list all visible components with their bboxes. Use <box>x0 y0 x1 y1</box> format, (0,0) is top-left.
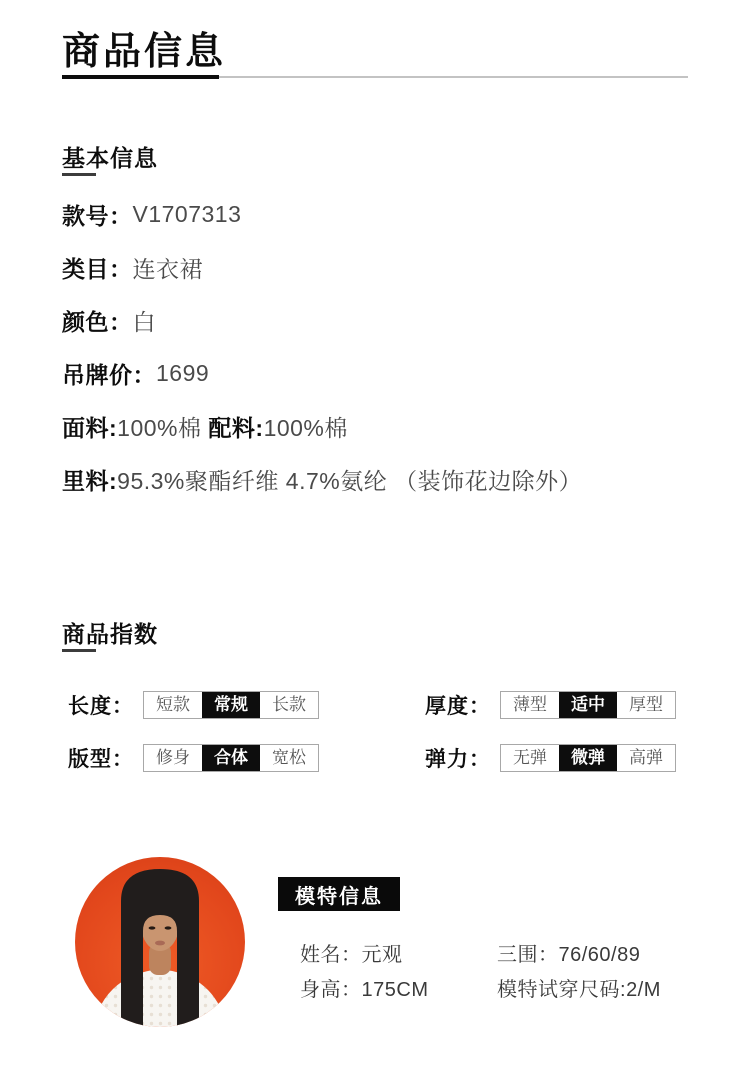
index-option-length-2: 长款 <box>260 692 318 718</box>
index-option-fit-1-selected: 合体 <box>202 745 260 771</box>
field-row-5 <box>62 453 582 506</box>
field-label: 面料: <box>62 415 118 441</box>
index-label-elasticity: 弹力： <box>425 748 491 771</box>
model-detail-value: 175CM <box>361 979 429 1001</box>
index-option-thickness-2: 厚型 <box>617 692 675 718</box>
model-detail-label: 姓名： <box>300 944 362 966</box>
field-label: 里料: <box>62 468 118 494</box>
basic-info-heading: 基本信息 <box>62 145 158 171</box>
model-detail-label: 模特试穿尺码: <box>497 979 627 1001</box>
page-title: 商品信息 <box>62 31 227 73</box>
index-option-elasticity-1-selected: 微弹 <box>559 745 617 771</box>
model-detail-height <box>300 973 428 1002</box>
index-options-thickness <box>500 691 676 719</box>
field-row-1 <box>62 241 582 294</box>
model-avatar-photo <box>75 857 245 1027</box>
index-options-elasticity <box>500 744 676 772</box>
field-value: 连衣裙 <box>132 256 203 282</box>
index-group-thickness <box>425 690 676 720</box>
model-detail-fitting-size <box>497 973 661 1002</box>
model-detail-name <box>300 938 403 967</box>
index-option-length-0: 短款 <box>144 692 202 718</box>
index-section-heading: 商品指数 <box>62 621 158 647</box>
index-option-elasticity-2: 高弹 <box>617 745 675 771</box>
index-option-fit-0: 修身 <box>144 745 202 771</box>
index-label-thickness: 厚度： <box>425 695 491 718</box>
model-detail-label: 三围： <box>497 944 559 966</box>
index-section-underline <box>62 649 96 652</box>
index-option-fit-2: 宽松 <box>260 745 318 771</box>
field-value: 白 <box>132 309 156 335</box>
index-label-length: 长度： <box>68 695 134 718</box>
model-info-badge: 模特信息 <box>278 877 400 911</box>
model-detail-value: 76/60/89 <box>558 944 641 966</box>
basic-info-fields <box>62 188 582 506</box>
index-group-elasticity <box>425 743 676 773</box>
field-row-4 <box>62 400 582 453</box>
field-row-3 <box>62 347 582 400</box>
field-value: 100%棉 <box>117 415 209 441</box>
field-label: 吊牌价： <box>62 362 156 388</box>
index-options-fit <box>143 744 319 772</box>
field-row-0 <box>62 188 582 241</box>
model-detail-value: 2/M <box>626 979 661 1001</box>
title-divider <box>62 75 688 79</box>
field-label: 配料: <box>208 415 264 441</box>
divider-line-black <box>62 75 219 79</box>
index-option-elasticity-0: 无弹 <box>501 745 559 771</box>
index-option-thickness-0: 薄型 <box>501 692 559 718</box>
field-label: 款号： <box>62 203 133 229</box>
field-value: 95.3%聚酯纤维 4.7%氨纶 （装饰花边除外） <box>117 468 583 494</box>
field-label: 类目： <box>62 256 133 282</box>
index-label-fit: 版型： <box>68 748 134 771</box>
index-option-length-1-selected: 常规 <box>202 692 260 718</box>
field-label: 颜色： <box>62 309 133 335</box>
model-detail-measurements <box>497 938 640 967</box>
avatar-lips <box>155 941 165 946</box>
model-detail-value: 元观 <box>361 944 403 966</box>
index-option-thickness-1-selected: 适中 <box>559 692 617 718</box>
avatar-eye-left <box>149 926 156 929</box>
field-row-2 <box>62 294 582 347</box>
field-value: V1707313 <box>132 201 242 227</box>
model-detail-label: 身高： <box>300 979 362 1001</box>
index-options-length <box>143 691 319 719</box>
field-value: 1699 <box>156 360 210 386</box>
basic-info-underline <box>62 173 96 176</box>
index-group-length <box>68 690 319 720</box>
field-value: 100%棉 <box>263 415 348 441</box>
avatar-eye-right <box>165 926 172 929</box>
index-group-fit <box>68 743 319 773</box>
